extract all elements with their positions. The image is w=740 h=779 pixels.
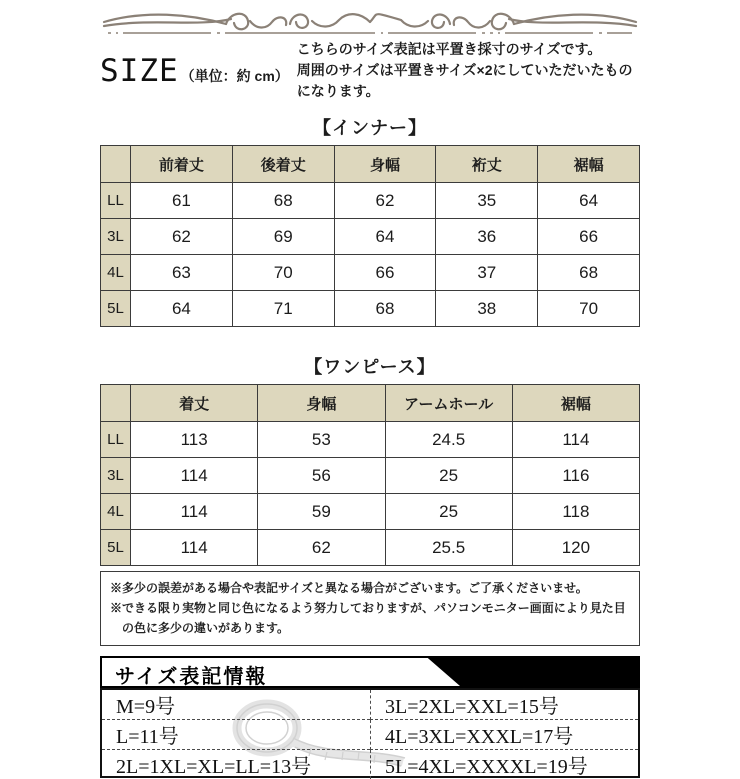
size-cell: 37 — [436, 255, 538, 291]
row-label: 5L — [101, 291, 131, 327]
table-row — [101, 422, 640, 458]
size-cell: 68 — [232, 183, 334, 219]
size-cell: 36 — [436, 219, 538, 255]
size-cell: 70 — [538, 291, 640, 327]
conversion-entry: 5L=4XL=XXXXL=19号 — [370, 750, 638, 779]
size-cell: 70 — [232, 255, 334, 291]
column-header: 後着丈 — [232, 146, 334, 183]
column-header: 身幅 — [334, 146, 436, 183]
size-cell: 64 — [131, 291, 233, 327]
onepiece-header-row — [101, 385, 640, 422]
column-header: 前着丈 — [131, 146, 233, 183]
column-header: 裾幅 — [512, 385, 639, 422]
size-label: SIZE — [100, 52, 179, 89]
size-cell: 62 — [258, 530, 385, 566]
size-cell: 114 — [512, 422, 639, 458]
size-cell: 62 — [334, 183, 436, 219]
note-line: ※できる限り実物と同じ色になるよう努力しておりますが、パソコンモニター画面により見た目の色に多少の違いがあります。 — [110, 601, 626, 635]
row-label: LL — [101, 422, 131, 458]
row-label: 3L — [101, 458, 131, 494]
size-cell: 71 — [232, 291, 334, 327]
conversion-entry: L=11号 — [102, 720, 370, 750]
table-row — [101, 494, 640, 530]
size-description-line2: 周囲のサイズは平置きサイズ×2にしていただいたものになります。 — [296, 62, 633, 99]
size-chart-page — [0, 5, 740, 778]
size-heading-row — [100, 39, 640, 102]
conversion-entry: 2L=1XL=XL=LL=13号 — [116, 756, 312, 778]
corner-cell — [101, 385, 131, 422]
size-cell: 63 — [131, 255, 233, 291]
size-cell: 68 — [538, 255, 640, 291]
size-cell: 64 — [538, 183, 640, 219]
size-cell: 114 — [131, 458, 258, 494]
column-header: アームホール — [385, 385, 512, 422]
row-label: 4L — [101, 255, 131, 291]
size-cell: 24.5 — [385, 422, 512, 458]
flourish-ornament-icon — [100, 5, 640, 37]
size-cell: 53 — [258, 422, 385, 458]
conversion-grid — [102, 690, 638, 776]
size-conversion-table — [100, 688, 640, 778]
table-row — [101, 183, 640, 219]
size-cell: 114 — [131, 494, 258, 530]
size-cell: 61 — [131, 183, 233, 219]
row-label: LL — [101, 183, 131, 219]
row-label: 4L — [101, 494, 131, 530]
size-cell: 35 — [436, 183, 538, 219]
corner-cell — [101, 146, 131, 183]
size-cell: 68 — [334, 291, 436, 327]
size-cell: 118 — [512, 494, 639, 530]
column-header: 裄丈 — [436, 146, 538, 183]
size-cell: 25.5 — [385, 530, 512, 566]
size-cell: 66 — [538, 219, 640, 255]
size-info-banner — [100, 656, 640, 688]
table-row — [101, 219, 640, 255]
size-cell: 64 — [334, 219, 436, 255]
table-row — [101, 291, 640, 327]
size-cell: 113 — [131, 422, 258, 458]
table-row — [101, 458, 640, 494]
size-cell: 25 — [385, 494, 512, 530]
size-description — [297, 39, 640, 102]
note-line: ※多少の誤差がある場合や表記サイズと異なる場合がございます。ご了承くださいませ。 — [110, 581, 588, 595]
row-label: 3L — [101, 219, 131, 255]
row-label: 5L — [101, 530, 131, 566]
banner-label: サイズ表記情報 — [115, 666, 268, 688]
unit-label: （単位：約 cm） — [180, 67, 289, 84]
inner-header-row — [101, 146, 640, 183]
column-header: 裾幅 — [538, 146, 640, 183]
column-header: 身幅 — [258, 385, 385, 422]
table-row — [101, 255, 640, 291]
size-cell: 116 — [512, 458, 639, 494]
size-cell: 38 — [436, 291, 538, 327]
size-cell: 56 — [258, 458, 385, 494]
conversion-entry: M=9号 — [102, 690, 370, 720]
size-cell: 120 — [512, 530, 639, 566]
size-cell: 114 — [131, 530, 258, 566]
column-header: 着丈 — [131, 385, 258, 422]
size-cell: 66 — [334, 255, 436, 291]
content-column — [100, 5, 640, 778]
size-cell: 69 — [232, 219, 334, 255]
conversion-entry: 4L=3XL=XXXL=17号 — [370, 720, 638, 750]
size-description-line1: こちらのサイズ表記は平置き採寸のサイズです。 — [296, 41, 602, 57]
onepiece-size-table — [100, 384, 640, 566]
size-cell: 25 — [385, 458, 512, 494]
onepiece-section-title: 【ワンピース】 — [304, 357, 436, 377]
conversion-entry: 3L=2XL=XXL=15号 — [370, 690, 638, 720]
table-row — [101, 530, 640, 566]
size-cell: 59 — [258, 494, 385, 530]
inner-section-title: 【インナー】 — [313, 118, 427, 138]
size-cell: 62 — [131, 219, 233, 255]
notes-box — [100, 571, 640, 646]
inner-size-table — [100, 145, 640, 327]
